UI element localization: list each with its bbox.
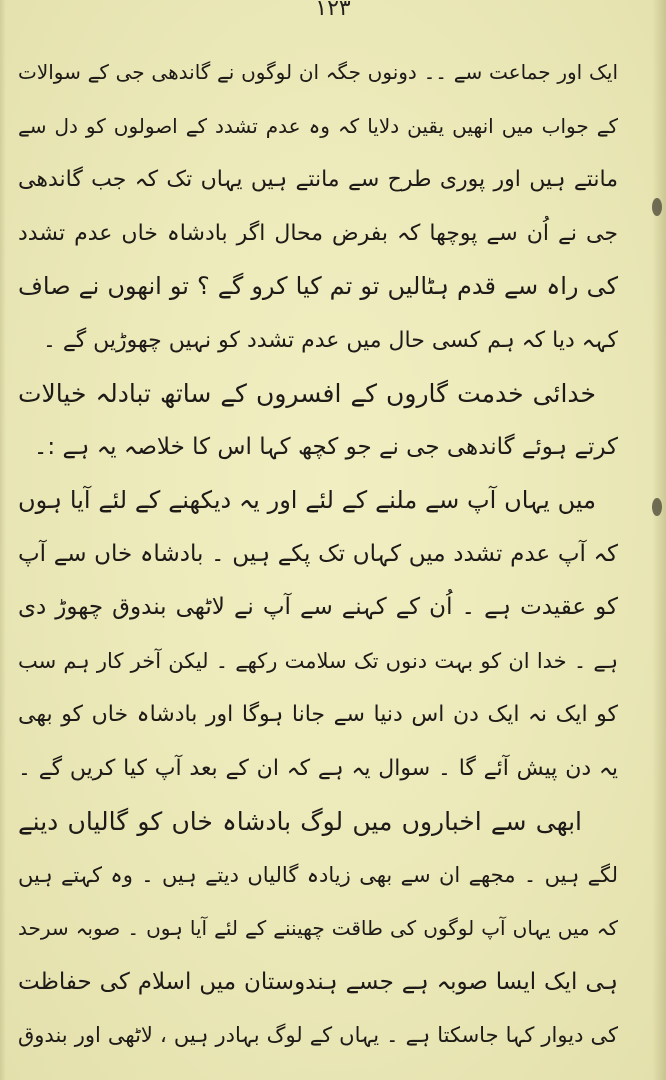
binding-hole (652, 498, 662, 516)
text-line: ہے ۔ خدا ان کو بہت دنوں تک سلامت رکھے ۔ لیکن آخر کار ہم سب (18, 648, 618, 673)
text-line: لگے ہیں ۔ مجھے ان سے بھی زیادہ گالیاں دیتے ہیں ۔ وہ کہتے ہیں (18, 862, 618, 887)
page-edge-shadow (652, 0, 666, 1080)
text-line: خدائی خدمت گاروں کے افسروں کے ساتھ تبادلہ خیالات (18, 379, 596, 408)
text-line: کو عقیدت ہے ۔ اُن کے کہنے سے آپ نے لاٹھی بندوق چھوڑ دی (18, 594, 618, 620)
text-line: کہ میں یہاں آپ لوگوں کی طاقت چھیننے کے لئے آیا ہوں ۔ صوبہ سرحد (18, 916, 618, 940)
urdu-text-body (18, 46, 618, 1063)
text-line: ابھی سے اخباروں میں لوگ بادشاہ خاں کو گالیاں دینے (18, 807, 582, 836)
binding-hole (652, 198, 662, 216)
text-line: کی راہ سے قدم ہٹالیں تو تم کیا کرو گے ؟ تو انھوں نے صاف (18, 272, 618, 300)
text-line: یہ دن پیش آئے گا ۔ سوال یہ ہے کہ ان کے بعد آپ کیا کریں گے ۔ (18, 755, 618, 781)
text-line: کو ایک نہ ایک دن اس دنیا سے جانا ہوگا اور بادشاہ خاں کو بھی (18, 702, 618, 727)
text-line: کے جواب میں انھیں یقین دلایا کہ وہ عدم تشدد کے اصولوں کو دل سے (18, 113, 618, 138)
text-line: میں یہاں آپ سے ملنے کے لئے اور یہ دیکھنے کے لئے آیا ہوں (18, 486, 597, 514)
text-line: کہ آپ عدم تشدد میں کہاں تک پکے ہیں ۔ بادشاہ خاں سے آپ (18, 540, 618, 567)
text-line: کہہ دیا کہ ہم کسی حال میں عدم تشدد کو نہیں چھوڑیں گے ۔ (42, 327, 618, 353)
text-line: کی دیوار کہا جاسکتا ہے ۔ یہاں کے لوگ بہادر ہیں ، لاٹھی اور بندوق (18, 1023, 618, 1047)
text-line: کرتے ہوئے گاندھی جی نے جو کچھ کہا اس کا خلاصہ یہ ہے :۔ (33, 433, 618, 460)
text-line: ہی ایک ایسا صوبہ ہے جسے ہندوستان میں اسلام کی حفاظت (18, 968, 618, 995)
page-number: ۱۲۳ (315, 0, 351, 21)
text-line: مانتے ہیں اور پوری طرح سے مانتے ہیں یہاں تک کہ جب گاندھی (18, 167, 618, 192)
text-line: ایک اور جماعت سے ۔۔ دونوں جگہ ان لوگوں نے گاندھی جی کے سوالات (18, 60, 618, 84)
text-line: جی نے اُن سے پوچھا کہ بفرض محال اگر بادشاہ خاں عدم تشدد (18, 220, 618, 246)
page-left-shadow (0, 0, 6, 1080)
